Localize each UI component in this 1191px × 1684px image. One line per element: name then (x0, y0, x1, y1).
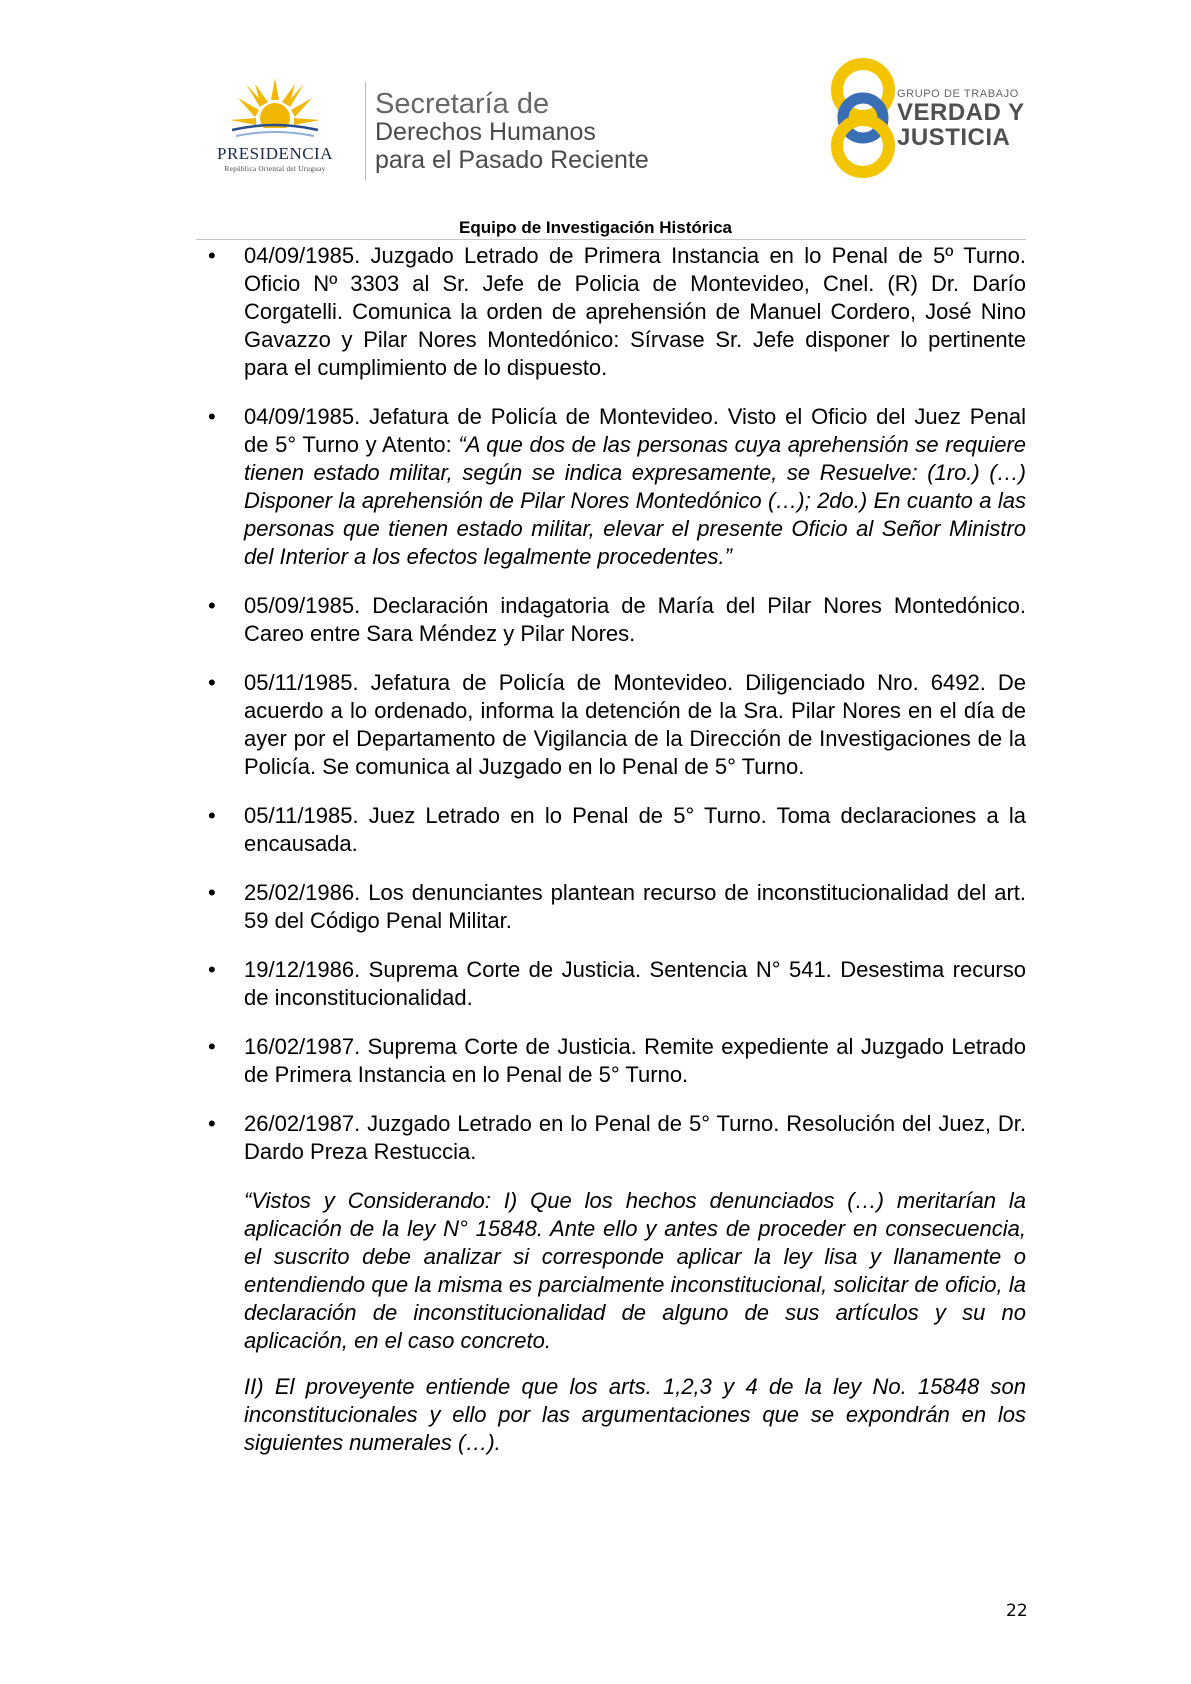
grupo-trabajo-title (897, 88, 1025, 150)
sun-icon (230, 78, 320, 144)
grupo-trabajo-label: GRUPO DE TRABAJO (897, 88, 1019, 100)
secretaria-title (375, 90, 649, 174)
entry-text: 05/11/1985. Juez Letrado en lo Penal de 5° Turno. Toma declaraciones a la encausada. (244, 803, 1026, 856)
list-item (206, 802, 1026, 858)
page-number: 22 (1006, 1601, 1028, 1621)
list-item (206, 1033, 1026, 1089)
list-item (206, 592, 1026, 648)
header-rule (196, 239, 1026, 240)
team-title: Equipo de Investigación Histórica (459, 218, 732, 237)
secretaria-line-3: para el Pasado Reciente (375, 146, 649, 174)
entry-text: 04/09/1985. Juzgado Letrado de Primera Instancia en lo Penal de 5º Turno. Oficio Nº 3303 al Sr. Jefe de Policia de Montevideo, Cnel. (R) Dr. Darío Corgatelli. Comunica la orden de aprehensión de Manuel Cordero, José Nino Gavazzo y Pilar Nores Montedónico: Sírvase Sr. Jefe disponer lo pertinente para el cumplimiento de lo dispuesto. (244, 243, 1026, 380)
presidencia-logo (195, 78, 355, 178)
bullet: • (208, 880, 216, 905)
list-item (206, 403, 1026, 571)
document-body (206, 242, 1026, 1475)
bullet: • (208, 670, 216, 695)
entry-text (244, 403, 1026, 571)
bullet: • (208, 1034, 216, 1059)
verdad-label: VERDAD Y (897, 99, 1025, 126)
presidencia-name: PRESIDENCIA (216, 144, 333, 163)
verdad-justicia-rings-icon (818, 56, 908, 180)
bullet: • (208, 1111, 216, 1136)
list-item (206, 879, 1026, 935)
bullet: • (208, 243, 216, 268)
entry-text: 05/11/1985. Jefatura de Policía de Montevideo. Diligenciado Nro. 6492. De acuerdo a lo ordenado, informa la detención de la Sra. Pilar Nores en el día de ayer por el Departamento de Vigilancia de la Dirección de Investigaciones de la Policía. Se comunica al Juzgado en lo Penal de 5° Turno. (244, 670, 1026, 779)
header-divider (365, 82, 366, 180)
entry-text: 26/02/1987. Juzgado Letrado en lo Penal de 5° Turno. Resolución del Juez, Dr. Dardo Preza Restuccia. (244, 1111, 1026, 1164)
entry-text-normal: 04/09/1985. Jefatura de Policía de Montevideo. Visto el Oficio del Juez Penal de 5° Turno y Atento: (244, 404, 1026, 457)
secretaria-line-1: Secretaría de (375, 88, 550, 120)
page-header (0, 0, 1191, 240)
entry-text-quote: “A que dos de las personas cuya aprehensión se requiere tienen estado militar, según se indica expresamente, se Resuelve: (1ro.) (…) Disponer la aprehensión de Pilar Nores Montedónico (…); 2do.) En cuanto a las personas que tienen estado militar, elevar el presente Oficio al Señor Ministro del Interior a los efectos legalmente procedentes.” (244, 432, 1026, 569)
list-item (206, 956, 1026, 1012)
list-item (206, 242, 1026, 382)
list-item (206, 1110, 1026, 1166)
entry-text: 19/12/1986. Suprema Corte de Justicia. Sentencia N° 541. Desestima recurso de inconstitucionalidad. (244, 957, 1026, 1010)
justicia-label: JUSTICIA (897, 124, 1011, 151)
entry-text: 16/02/1987. Suprema Corte de Justicia. Remite expediente al Juzgado Letrado de Primera Instancia en lo Penal de 5° Turno. (244, 1034, 1026, 1087)
bullet: • (208, 957, 216, 982)
presidencia-subtitle: República Oriental del Uruguay (224, 165, 326, 173)
list-item (206, 669, 1026, 781)
quote-paragraph: “Vistos y Considerando: I) Que los hechos denunciados (…) meritarían la aplicación de la ley N° 15848. Ante ello y antes de proceder en consecuencia, el suscrito debe analizar si corresponde aplicar la ley lisa y llanamente o entendiendo que la misma es parcialmente inconstitucional, solicitar de oficio, la declaración de inconstitucionalidad de alguno de sus artículos y su no aplicación, en el caso concreto. (244, 1188, 1026, 1353)
bullet: • (208, 803, 216, 828)
quote-paragraph: II) El proveyente entiende que los arts. 1,2,3 y 4 de la ley No. 15848 son inconstitucionales y ello por las argumentaciones que se expondrán en los siguientes numerales (…). (244, 1374, 1026, 1455)
bullet: • (208, 593, 216, 618)
secretaria-line-2: Derechos Humanos (375, 118, 596, 146)
entry-text: 25/02/1986. Los denunciantes plantean recurso de inconstitucionalidad del art. 59 del Código Penal Militar. (244, 880, 1026, 933)
entry-text: 05/09/1985. Declaración indagatoria de María del Pilar Nores Montedónico. Careo entre Sara Méndez y Pilar Nores. (244, 593, 1026, 646)
bullet: • (208, 404, 216, 429)
